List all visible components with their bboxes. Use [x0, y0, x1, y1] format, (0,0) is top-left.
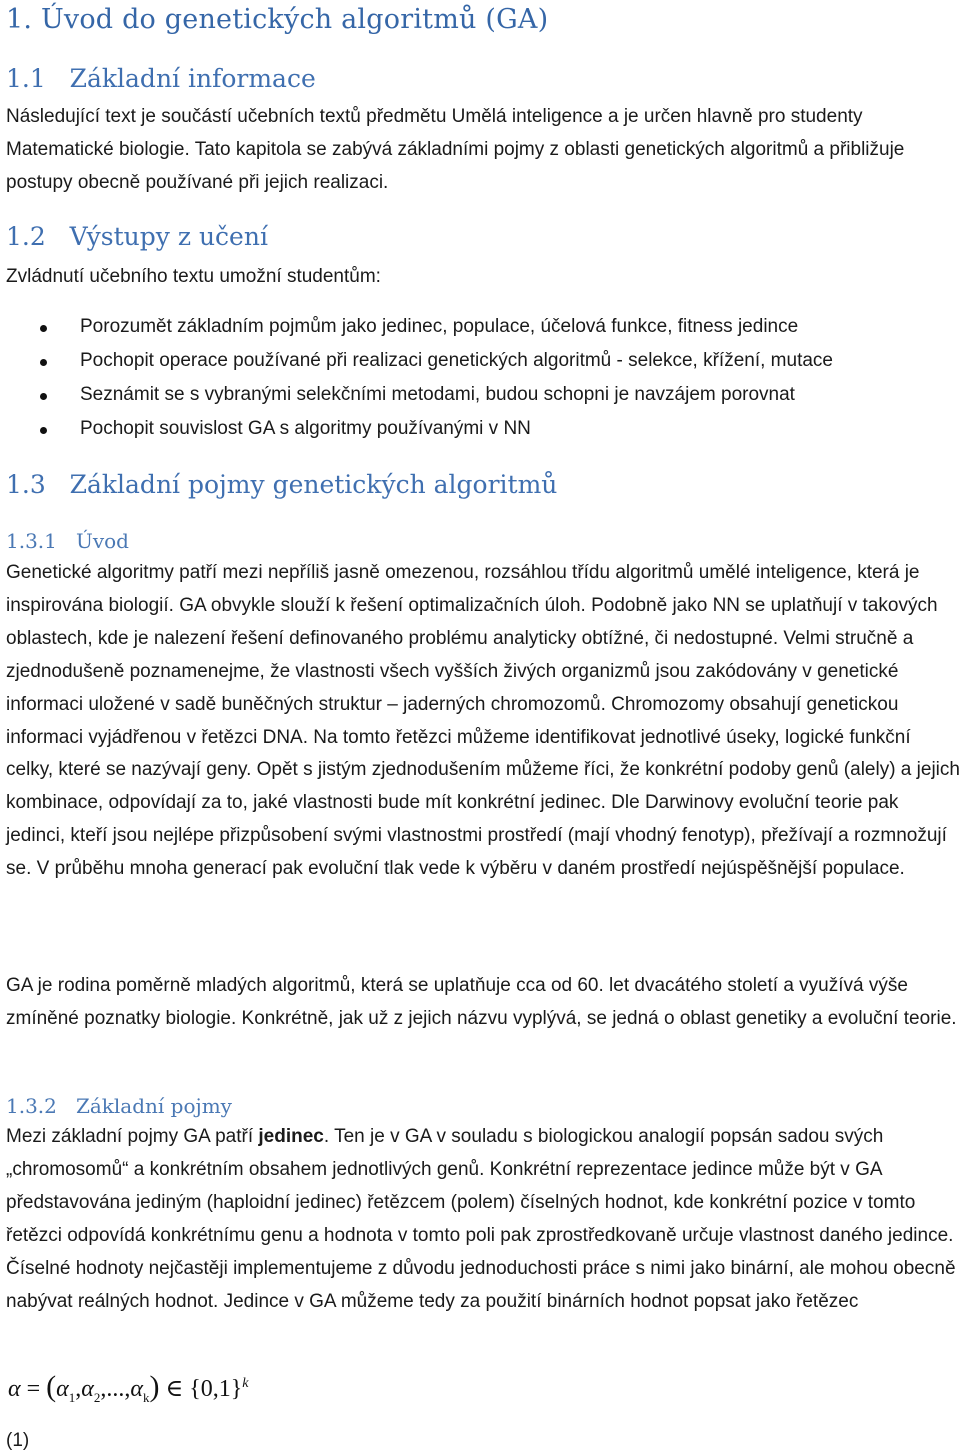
section-title: Úvod: [75, 529, 129, 553]
section-title: Výstupy z učení: [69, 222, 268, 251]
section-number: 1.3.1: [6, 529, 57, 553]
list-item: Pochopit operace používané při realizaci genetických algoritmů - selekce, křížení, mutace: [0, 344, 833, 378]
subsection-heading-1-3-2: [6, 1094, 232, 1118]
section-heading-1-3: [6, 470, 557, 499]
section-title: Základní pojmy: [75, 1094, 232, 1118]
chapter-heading: 1. Úvod do genetických algoritmů (GA): [6, 4, 549, 35]
list-item: Pochopit souvislost GA s algoritmy používanými v NN: [0, 412, 833, 446]
paragraph-basic-terms: Mezi základní pojmy GA patří jedinec. Ten je v GA v souladu s biologickou analogií popsán sadou svých „chromosomů“ a konkrétním obsahem jednotlivých genů. Konkrétní reprezentace jedince může být v GA představována jediným (haploidní jedinec) řetězcem (polem) číselných hodnot, kde konkrétní pozice v tomto řetězci odpovídá konkrétnímu genu a hodnota v tomto poli pak zprostředkovaně určuje vlastnost daného jedince. Číselné hodnoty nejčastěji implementujeme z důvodu jednoduchosti práce s nimi jako binární, ale mohou obecně nabývat reálných hodnot. Jedince v GA můžeme tedy za použití binárních hodnot popsat jako řetězec: [6, 1126, 956, 1312]
bullet-icon: [40, 393, 47, 400]
section-number: 1.3.2: [6, 1094, 57, 1118]
list-item: Porozumět základním pojmům jako jedinec, populace, účelová funkce, fitness jedince: [0, 310, 833, 344]
term-jedinec: jedinec: [258, 1126, 324, 1147]
list-item: Seznámit se s vybranými selekčními metodami, budou schopni je navzájem porovnat: [0, 378, 833, 412]
section-heading-1-2: [6, 222, 268, 251]
section-number: 1.3: [6, 470, 46, 499]
binary-string-formula: $\alpha = (\alpha_1,\alpha_2,...,\alpha_k)$ ∈ $\{0,1\}^k$: [8, 1370, 249, 1405]
bullet-icon: [40, 427, 47, 434]
paragraph-intro: Následující text je součástí učebních textů předmětu Umělá inteligence a je určen hlavně pro studenty Matematické biologie. Tato kapitola se zabývá základními pojmy z oblasti genetických algoritmů a přibližuje postupy obecně používané při jejich realizaci.: [6, 106, 905, 193]
learning-outcomes-list: [0, 310, 833, 446]
paragraph-introduction: Genetické algoritmy patří mezi nepříliš jasně omezenou, rozsáhlou třídu algoritmů umělé inteligence, která je inspirována biologií. GA obvykle slouží k řešení optimalizačních úloh. Podobně jako NN se uplatňují v takových oblastech, kde je nalezení řešení definovaného problému analyticky obtížné, či nedostupné. Velmi stručně a zjednodušeně poznamenejme, že vlastnosti všech vyšších živých organizmů jsou zakódovány v genetické informaci uložené v sadě buněčných struktur – jaderných chromozomů. Chromozomy obsahují genetickou informaci vyjádřenou v řetězci DNA. Na tomto řetězci můžeme identifikovat jednotlivé úseky, logické funkční celky, které se nazývají geny. Opět s jistým zjednodušením můžeme říci, že konkrétní podoby genů (alely) a jejich kombinace, odpovídají za to, jaké vlastnosti bude mít konkrétní jedinec. Dle Darwinovy evoluční teorie pak jedinci, kteří jsou nejlépe přizpůsobení svými vlastnostmi prostředí (mají vhodný fenotyp), přežívají a rozmnožují se. V průběhu mnoha generací pak evoluční tlak vede k výběru v daném prostředí nejúspěšnější populace.: [6, 562, 960, 880]
bullet-icon: [40, 325, 47, 332]
equation-number: (1): [6, 1430, 30, 1451]
section-number: 1.1: [6, 64, 46, 93]
paragraph-ga-family: GA je rodina poměrně mladých algoritmů, která se uplatňuje cca od 60. let dvacátého století a využívá výše zmíněné poznatky biologie. Konkrétně, jak už z jejich názvu vyplývá, se jedná o oblast genetiky a evoluční teorie.: [6, 975, 957, 1029]
section-title: Základní pojmy genetických algoritmů: [69, 470, 558, 499]
bullet-icon: [40, 359, 47, 366]
paragraph-outcomes-intro: Zvládnutí učebního textu umožní studentům:: [6, 266, 381, 287]
section-number: 1.2: [6, 222, 46, 251]
section-title: Základní informace: [69, 64, 316, 93]
section-heading-1-1: [6, 64, 316, 93]
subsection-heading-1-3-1: [6, 529, 129, 553]
